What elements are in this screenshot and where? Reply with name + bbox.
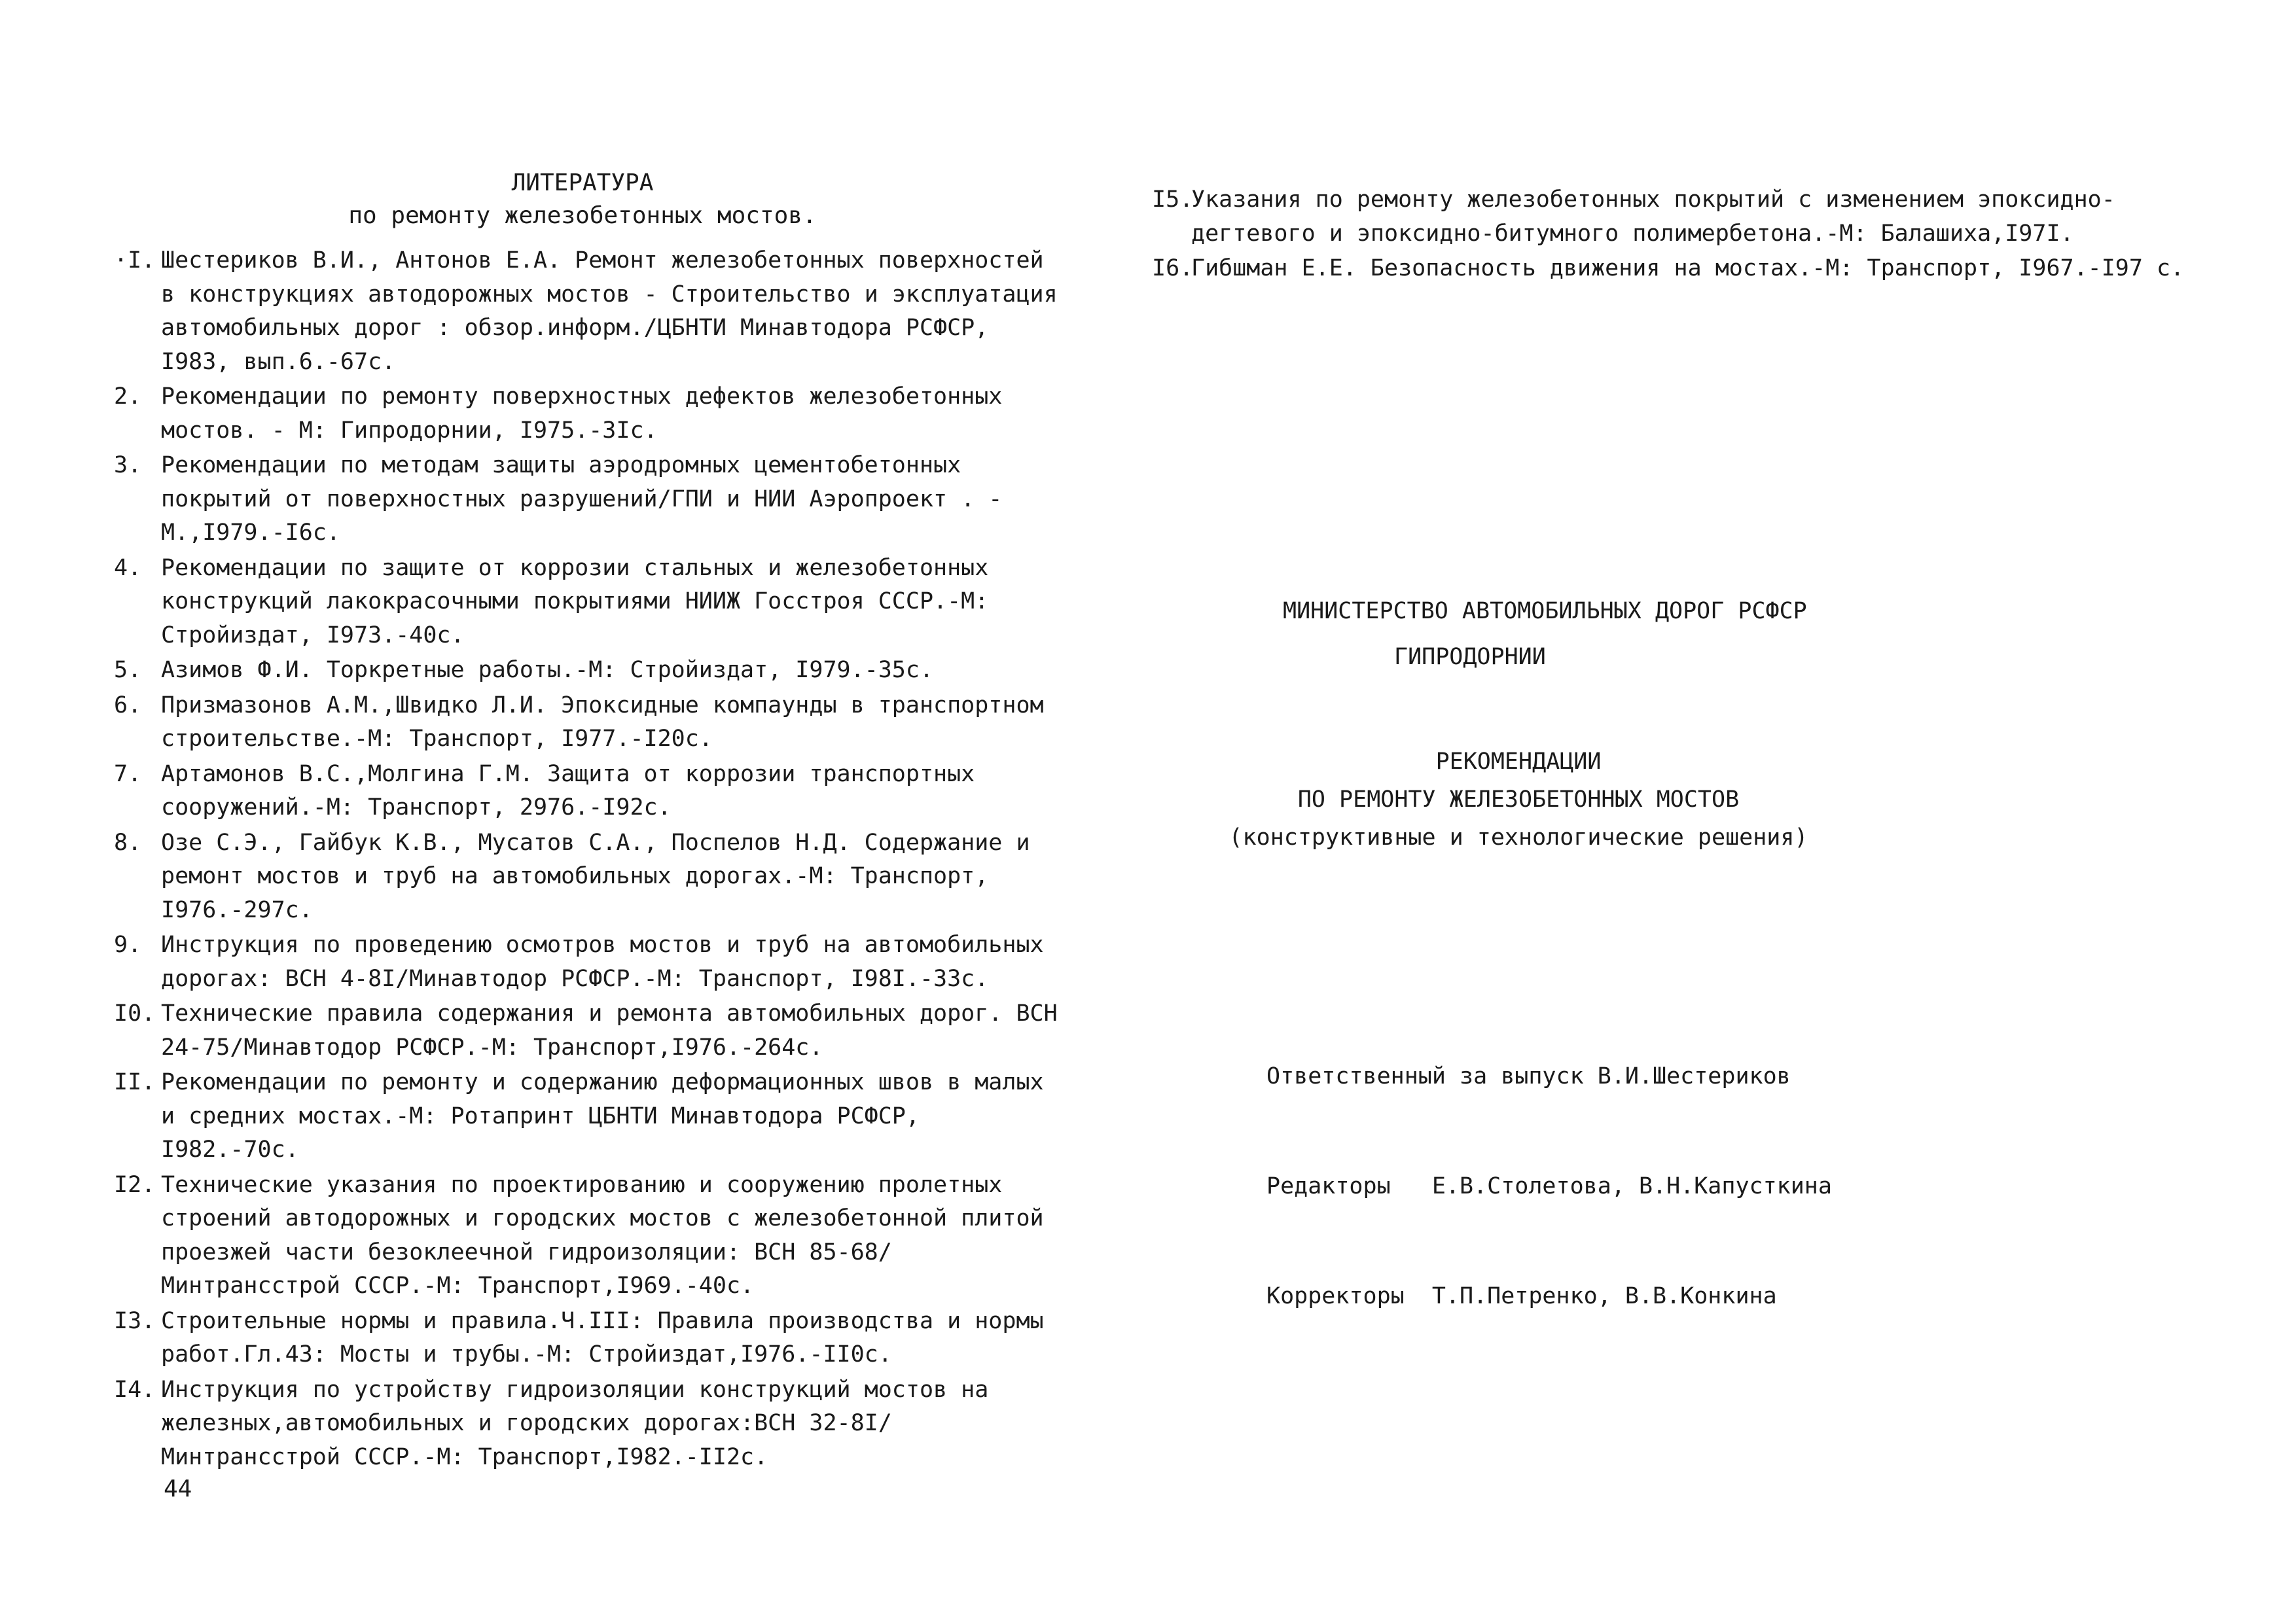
reference-number: 4. <box>114 554 142 581</box>
reference-text: Шестериков В.И., Антонов Е.А. Ремонт железобетонных поверхностей в конструкциях автодорожных мостов - Строительство и эксплуатация автомобильных дорог : обзор.информ./ЦБНТИ Минавтодора РСФСР, I983, вып.6.-67с. <box>161 247 1058 375</box>
reference-item <box>105 758 1060 825</box>
reference-text: Строительные нормы и правила.Ч.III: Правила производства и нормы работ.Гл.43: Мосты и трубы.-М: Стройиздат,I976.-II0с. <box>161 1307 1044 1368</box>
reference-number: I3. <box>114 1307 156 1334</box>
reference-number: 9. <box>114 932 142 958</box>
reference-item <box>105 380 1060 448</box>
reference-item <box>105 449 1060 550</box>
correctors: Корректоры Т.П.Петренко, В.В.Конкина <box>1266 1283 1777 1309</box>
reference-item <box>105 928 1060 996</box>
reference-number: II. <box>114 1069 156 1095</box>
responsible-person: Ответственный за выпуск В.И.Шестериков <box>1266 1063 1791 1089</box>
left-page <box>105 167 1060 1475</box>
reference-text: Гибшман Е.Е. Безопасность движения на мостах.-М: Транспорт, I967.-I97 с. <box>1191 255 2185 281</box>
right-page <box>1152 183 2238 287</box>
reference-text: Указания по ремонту железобетонных покрытий с изменением эпоксидно-дегтевого и эпоксидно-битумного полимербетона.-М: Балашиха,I97I. <box>1191 186 2115 247</box>
reference-item <box>1152 252 2238 286</box>
reference-number: I0. <box>114 1000 156 1027</box>
reference-number: 6. <box>114 692 142 718</box>
reference-text: Рекомендации по ремонту и содержанию деформационных швов в малых и средних мостах.-М: Ротапринт ЦБНТИ Минавтодора РСФСР, I982.-70с. <box>161 1069 1044 1163</box>
reference-item <box>105 552 1060 653</box>
page-number: 44 <box>164 1475 192 1502</box>
reference-number: I5. <box>1152 186 1194 213</box>
reference-number: ·I. <box>114 247 156 274</box>
reference-item <box>105 997 1060 1065</box>
reference-item <box>105 244 1060 379</box>
reference-text: Озе С.Э., Гайбук К.В., Мусатов С.А., Поспелов Н.Д. Содержание и ремонт мостов и труб на автомобильных дорогах.-М: Транспорт, I976.-297с. <box>161 829 1030 923</box>
reference-number: I2. <box>114 1171 156 1198</box>
reference-list-continued <box>1152 183 2238 286</box>
reference-item <box>105 689 1060 756</box>
recommendations-title: РЕКОМЕНДАЦИИ <box>1435 749 1602 775</box>
reference-item <box>105 654 1060 688</box>
reference-item <box>105 1169 1060 1303</box>
reference-list <box>105 244 1060 1474</box>
reference-text: Рекомендации по защите от коррозии стальных и железобетонных конструкций лакокрасочными покрытиями НИИЖ Госстроя СССР.-М: Стройиздат, I973.-40с. <box>161 554 989 648</box>
reference-number: I6. <box>1152 255 1194 281</box>
reference-number: 7. <box>114 760 142 787</box>
recommendations-subtitle: ПО РЕМОНТУ ЖЕЛЕЗОБЕТОННЫХ МОСТОВ <box>1297 786 1740 813</box>
reference-text: Инструкция по устройству гидроизоляции конструкций мостов на железных,автомобильных и городских дорогах:ВСН 32-8I/Минтрансстрой СССР.-М: Транспорт,I982.-II2с. <box>161 1376 989 1470</box>
reference-text: Рекомендации по методам защиты аэродромных цементобетонных покрытий от поверхностных разрушений/ГПИ и НИИ Аэропроект . - М.,I979.-I6с. <box>161 452 1003 546</box>
reference-text: Призмазонов А.М.,Швидко Л.И. Эпоксидные компаунды в транспортном строительстве.-М: Транспорт, I977.-I20с. <box>161 692 1044 752</box>
reference-text: Рекомендации по ремонту поверхностных дефектов железобетонных мостов. - М: Гипродорнии, I975.-3Iс. <box>161 383 1003 444</box>
reference-number: 5. <box>114 657 142 683</box>
reference-item <box>1152 183 2238 251</box>
reference-number: 8. <box>114 829 142 856</box>
reference-text: Инструкция по проведению осмотров мостов и труб на автомобильных дорогах: ВСН 4-8I/Минавтодор РСФСР.-М: Транспорт, I98I.-33с. <box>161 932 1044 992</box>
reference-item <box>105 826 1060 928</box>
credits <box>1266 985 1832 1351</box>
reference-text: Азимов Ф.И. Торкретные работы.-М: Стройиздат, I979.-35с. <box>161 657 934 683</box>
reference-number: 2. <box>114 383 142 410</box>
ministry-name: МИНИСТЕРСТВО АВТОМОБИЛЬНЫХ ДОРОГ РСФСР <box>1283 598 1807 624</box>
reference-number: I4. <box>114 1376 156 1403</box>
recommendations-note: (конструктивные и технологические решения) <box>1229 824 1808 851</box>
reference-item <box>105 1066 1060 1167</box>
reference-number: 3. <box>114 452 142 478</box>
institute-name: ГИПРОДОРНИИ <box>1394 644 1546 670</box>
literature-subtitle: по ремонту железобетонных мостов. <box>348 202 817 229</box>
reference-text: Артамонов В.С.,Молгина Г.М. Защита от коррозии транспортных сооружений.-М: Транспорт, 2976.-I92с. <box>161 760 975 821</box>
reference-text: Технические указания по проектированию и сооружению пролетных строений автодорожных и городских мостов с железобетонной плитой проезжей части безоклеечной гидроизоляции: ВСН 85-68/Минтрансстрой СССР.-М: Транспорт,I969.-40с. <box>161 1171 1044 1299</box>
reference-item <box>105 1305 1060 1372</box>
literature-title: ЛИТЕРАТУРА <box>511 169 654 196</box>
reference-text: Технические правила содержания и ремонта автомобильных дорог. ВСН 24-75/Минавтодор РСФСР.-М: Транспорт,I976.-264с. <box>161 1000 1058 1061</box>
reference-item <box>105 1373 1060 1475</box>
editors: Редакторы Е.В.Столетова, В.Н.Капусткина <box>1266 1173 1832 1199</box>
